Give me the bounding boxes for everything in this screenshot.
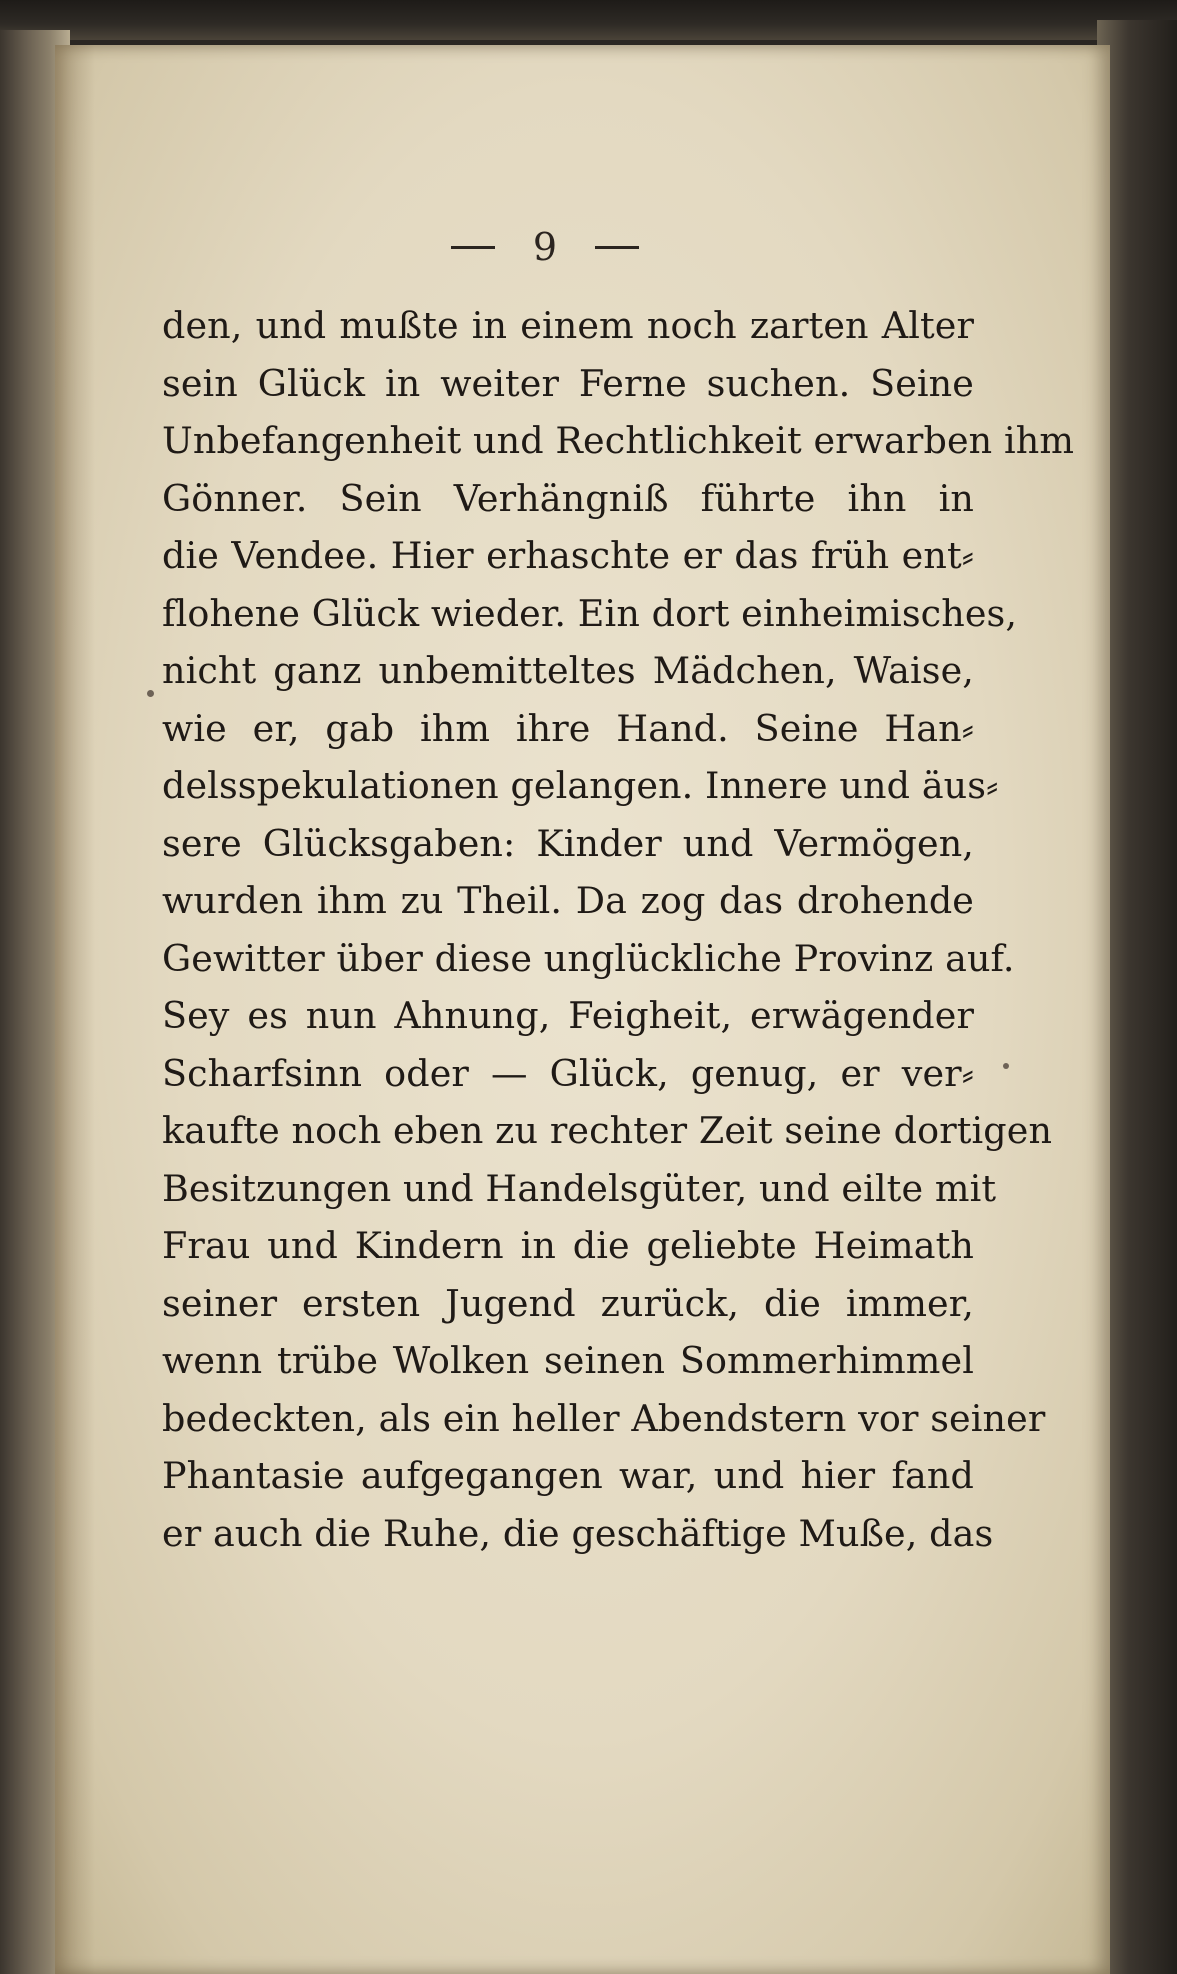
text-line: wie er, gab ihm ihre Hand. Seine Han⸗ [162, 706, 974, 750]
body-text [162, 297, 1075, 1562]
page-gutter-shadow [55, 45, 95, 1974]
text-line: Phantasie aufgegangen war, und hier fand [162, 1454, 974, 1497]
header-dash-left [451, 246, 495, 249]
text-line: die Vendee. Hier erhaschte er das früh ent⸗ [162, 534, 974, 577]
text-line: Sey es nun Ahnung, Feigheit, erwägender [162, 994, 974, 1037]
text-line: Gönner. Sein Verhängniß führte ihn in [162, 476, 974, 520]
text-line: bedeckten, als ein heller Abendstern vor seiner [162, 1396, 1046, 1440]
text-line: kaufte noch eben zu rechter Zeit seine dortigen [162, 1109, 1053, 1152]
text-line: Scharfsinn oder — Glück, genug, er ver⸗ [162, 1051, 974, 1095]
header-dash-right [595, 246, 639, 249]
text-line: nicht ganz unbemitteltes Mädchen, Waise, [162, 649, 974, 692]
text-line: er auch die Ruhe, die geschäftige Muße, das [162, 1511, 994, 1555]
text-line: sere Glücksgaben: Kinder und Vermögen, [162, 821, 974, 865]
text-line: den, und mußte in einem noch zarten Alter [162, 304, 974, 347]
text-line: flohene Glück wieder. Ein dort einheimisches, [162, 591, 1018, 635]
paper-speck [147, 690, 154, 697]
text-line: Besitzungen und Handelsgüter, und eilte mit [162, 1166, 997, 1210]
text-line: seiner ersten Jugend zurück, die immer, [162, 1281, 974, 1325]
text-line: delsspekulationen gelangen. Innere und äus⸗ [162, 764, 999, 807]
text-line: Unbefangenheit und Rechtlichkeit erwarben ihm [162, 419, 1075, 462]
page-header [425, 222, 665, 272]
page-number: 9 [532, 225, 558, 269]
text-line: wurden ihm zu Theil. Da zog das drohende [162, 879, 974, 922]
text-line: Gewitter über diese unglückliche Provinz auf. [162, 936, 1015, 980]
text-line: wenn trübe Wolken seinen Sommerhimmel [162, 1339, 974, 1382]
text-line: sein Glück in weiter Ferne suchen. Seine [162, 361, 974, 405]
paper-speck [1003, 1063, 1009, 1069]
text-line: Frau und Kindern in die geliebte Heimath [162, 1224, 974, 1267]
book-top-edge [0, 0, 1177, 40]
